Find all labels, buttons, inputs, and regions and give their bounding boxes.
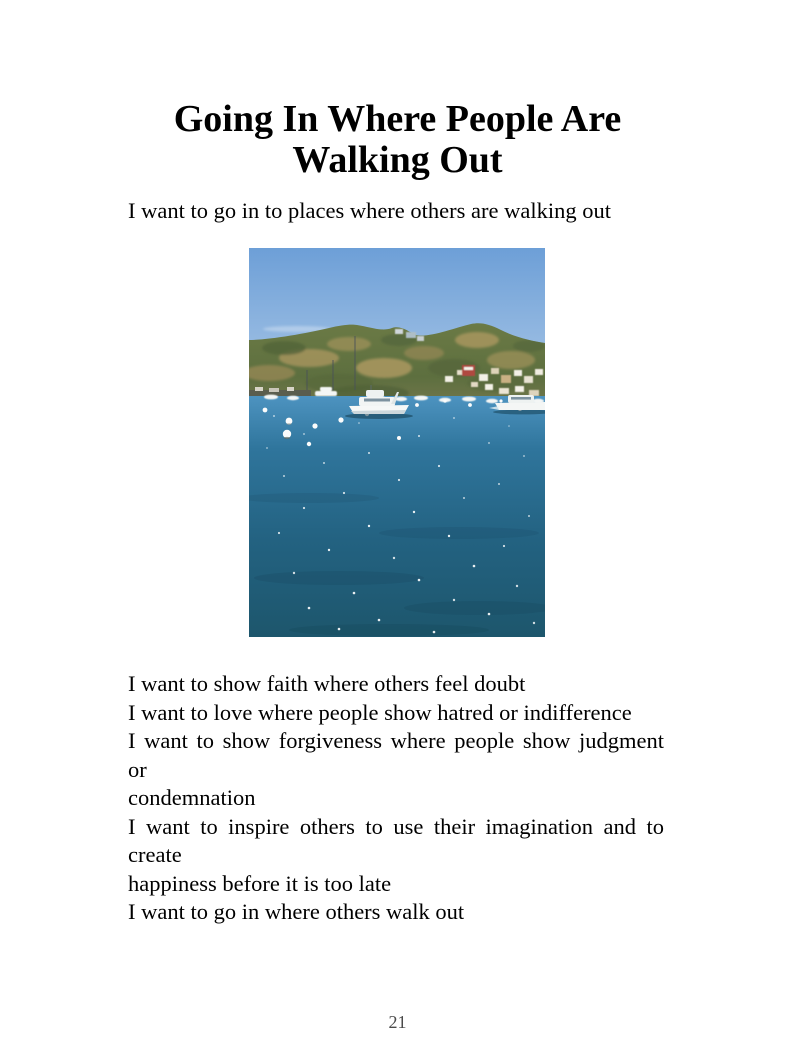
page-number: 21	[388, 1012, 407, 1032]
page-title	[0, 99, 795, 181]
poem-line: I want to show faith where others feel doubt	[128, 671, 526, 696]
harbor-photo	[249, 248, 545, 637]
water	[249, 396, 545, 637]
poem-block	[128, 670, 664, 927]
title-line-2: Walking Out	[292, 139, 503, 181]
poem-line: I want to go in where others walk out	[128, 899, 465, 924]
poem-line: condemnation	[128, 785, 256, 810]
title-line-1: Going In Where People Are	[173, 98, 622, 140]
poem-line: happiness before it is too late	[128, 870, 392, 896]
poem-line: I want to love where people show hatred or indifference	[128, 699, 632, 725]
intro-line: I want to go in to places where others are walking out	[128, 198, 611, 223]
harbor-photo-art	[249, 248, 545, 637]
poem-line: create	[128, 842, 182, 867]
poem-line: I want to show forgiveness where people show judgment or	[128, 728, 664, 782]
poem-line: I want to inspire others to use their imagination and to	[128, 813, 664, 839]
